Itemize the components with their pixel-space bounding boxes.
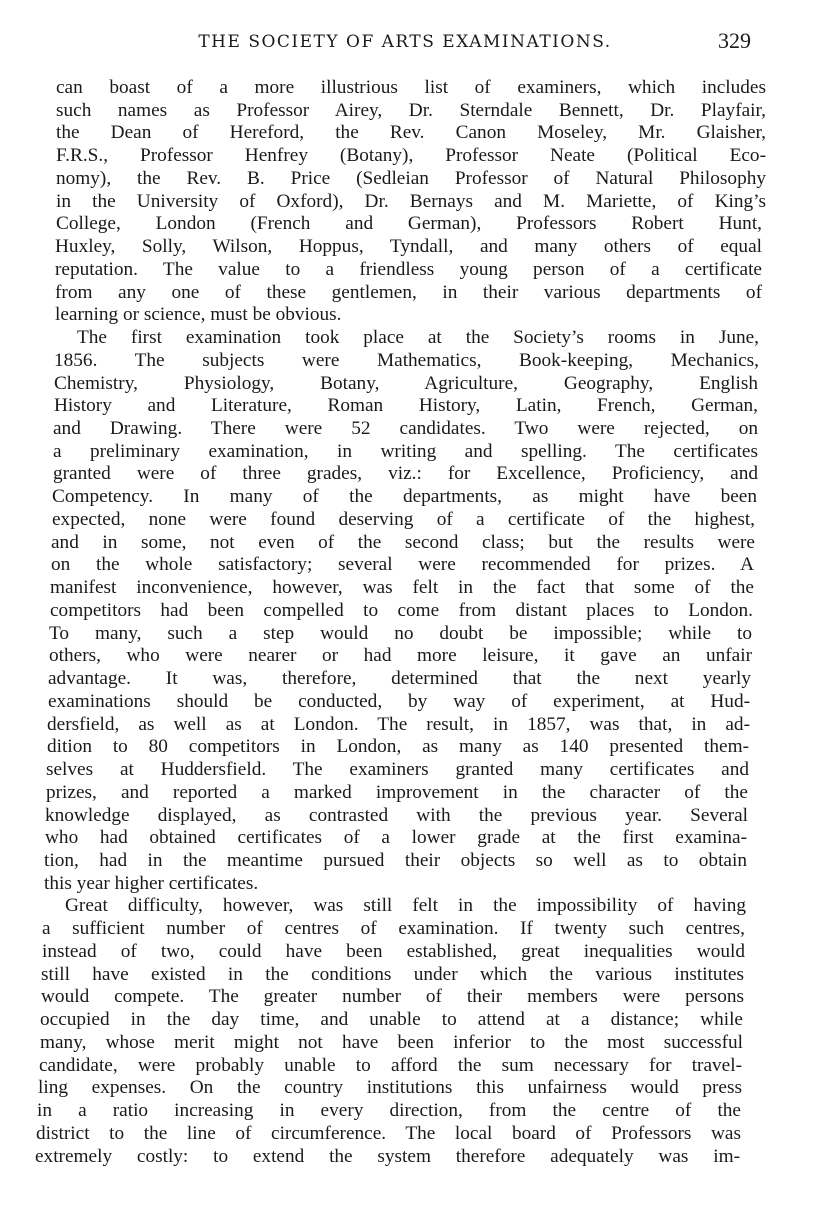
text-line: Huxley, Solly, Wilson, Hoppus, Tyndall, and many others of equal <box>55 236 762 258</box>
text-line: occupied in the day time, and unable to attend at a distance; while <box>40 1009 743 1031</box>
text-line: Competency. In many of the departments, as might have been <box>52 486 757 508</box>
text-line: dersfield, as well as at London. The result, in 1857, was that, in ad- <box>47 713 750 735</box>
text-line: To many, such a step would no doubt be impossible; while to <box>49 622 752 644</box>
text-line: dition to 80 competitors in London, as many as 140 presented them- <box>47 736 749 758</box>
running-title: THE SOCIETY OF ARTS EXAMINATIONS. <box>198 32 612 52</box>
body-text <box>0 77 815 1168</box>
text-line: ling expenses. On the country institutions this unfairness would press <box>38 1077 742 1099</box>
text-line: others, who were nearer or had more leisure, it gave an unfair <box>49 645 752 667</box>
text-line: the Dean of Hereford, the Rev. Canon Moseley, Mr. Glaisher, <box>56 122 766 144</box>
text-line: a sufficient number of centres of examination. If twenty such centres, <box>42 918 745 940</box>
text-line: The first examination took place at the Society’s rooms in June, <box>77 327 759 349</box>
text-line: knowledge displayed, as contrasted with the previous year. Several <box>45 804 748 826</box>
text-line: manifest inconvenience, however, was felt in the fact that some of the <box>50 577 754 599</box>
text-line: prizes, and reported a marked improvement in the character of the <box>46 781 748 803</box>
text-line: in the University of Oxford), Dr. Bernays and M. Mariette, of King’s <box>56 190 766 212</box>
text-line: a preliminary examination, in writing and spelling. The certificates <box>53 440 758 462</box>
text-line: competitors had been compelled to come from distant places to London. <box>50 599 753 621</box>
text-line: instead of two, could have been established, great inequalities would <box>42 940 745 962</box>
text-line: who had obtained certificates of a lower grade at the first examina- <box>45 827 747 849</box>
page-number: 329 <box>718 28 751 53</box>
text-line: on the whole satisfactory; several were recommended for prizes. A <box>51 554 754 576</box>
text-line: nomy), the Rev. B. Price (Sedleian Professor of Natural Philosophy <box>56 167 766 189</box>
text-line: such names as Professor Airey, Dr. Sterndale Bennett, Dr. Playfair, <box>56 99 766 121</box>
text-line: reputation. The value to a friendless young person of a certificate <box>55 258 762 280</box>
text-line: granted were of three grades, viz.: for Excellence, Proficiency, and <box>53 463 758 485</box>
text-line: Great difficulty, however, was still felt in the impossibility of having <box>65 895 746 917</box>
text-line: advantage. It was, therefore, determined that the next yearly <box>48 668 751 690</box>
text-line: selves at Huddersfield. The examiners granted many certificates and <box>46 759 749 781</box>
text-line: extremely costly: to extend the system therefore adequately was im- <box>35 1145 740 1167</box>
text-line: many, whose merit might not have been inferior to the most successful <box>40 1031 743 1053</box>
text-line: learning or science, must be obvious. <box>55 304 342 326</box>
text-line: and Drawing. There were 52 candidates. Two were rejected, on <box>53 418 758 440</box>
text-line: district to the line of circumference. The local board of Professors was <box>36 1122 741 1144</box>
text-line: tion, had in the meantime pursued their objects so well as to obtain <box>44 849 747 871</box>
text-line: History and Literature, Roman History, Latin, French, German, <box>54 395 758 417</box>
text-line: College, London (French and German), Professors Robert Hunt, <box>56 213 762 235</box>
text-line: still have existed in the conditions under which the various institutes <box>41 963 744 985</box>
text-line: candidate, were probably unable to afford the sum necessary for travel- <box>39 1054 742 1076</box>
text-line: F.R.S., Professor Henfrey (Botany), Professor Neate (Political Eco- <box>56 145 766 167</box>
text-line: in a ratio increasing in every direction, from the centre of the <box>37 1100 741 1122</box>
text-line: would compete. The greater number of their members were persons <box>41 986 744 1008</box>
text-line: 1856. The subjects were Mathematics, Book-keeping, Mechanics, <box>54 349 759 371</box>
text-line: examinations should be conducted, by way of experiment, at Hud- <box>48 690 750 712</box>
text-line: and in some, not even of the second class; but the results were <box>51 531 755 553</box>
text-line: expected, none were found deserving of a certificate of the highest, <box>52 508 755 530</box>
text-line: from any one of these gentlemen, in their various departments of <box>55 281 762 303</box>
text-line: this year higher certificates. <box>44 872 259 894</box>
text-line: Chemistry, Physiology, Botany, Agriculture, Geography, English <box>54 372 758 394</box>
text-line: can boast of a more illustrious list of examiners, which includes <box>56 77 766 98</box>
